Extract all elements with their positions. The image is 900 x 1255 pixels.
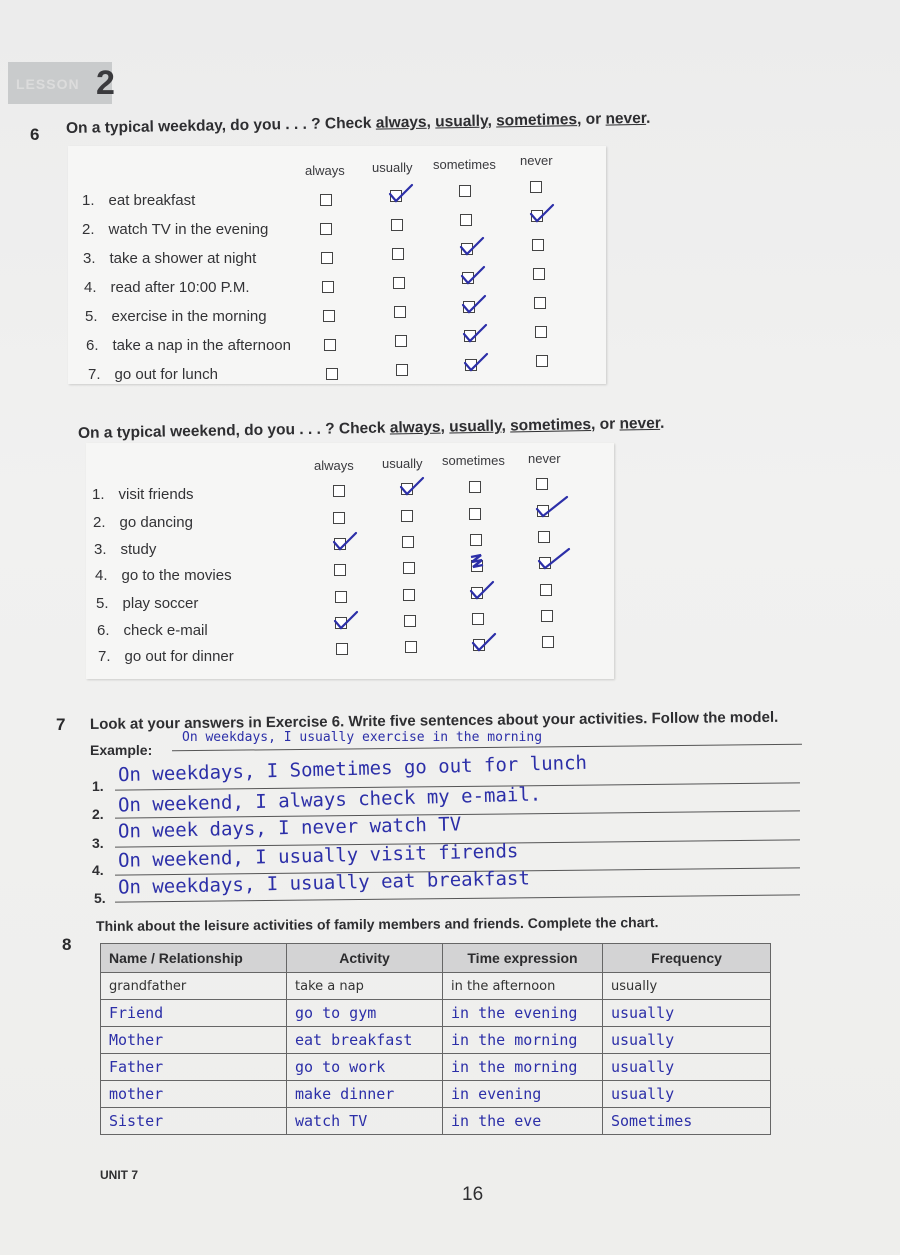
- checkbox[interactable]: [404, 615, 416, 627]
- cell-name: Mother: [101, 1027, 287, 1054]
- checkbox[interactable]: [333, 512, 345, 524]
- checkbox[interactable]: [535, 326, 547, 338]
- lesson-tab: [8, 62, 116, 104]
- weekday-item: 5. exercise in the morning: [85, 308, 267, 325]
- checkbox[interactable]: [534, 297, 546, 309]
- exercise-7-heading: Look at your answers in Exercise 6. Write five sentences about your activities. Follow the model.: [89, 708, 779, 733]
- checkbox[interactable]: [402, 536, 414, 548]
- family-activities-chart: [100, 943, 771, 1135]
- checkbox[interactable]: [323, 310, 335, 322]
- cell-name: Friend: [101, 1000, 287, 1027]
- cell-activity: make dinner: [287, 1081, 443, 1108]
- weekend-col-never: never: [528, 451, 561, 466]
- cell-activity: go to gym: [287, 1000, 443, 1027]
- handwritten-check-icon: [535, 499, 561, 519]
- checkbox[interactable]: [401, 510, 413, 522]
- checkbox[interactable]: [322, 281, 334, 293]
- checkbox[interactable]: [326, 368, 338, 380]
- weekday-col-sometimes: sometimes: [433, 157, 496, 172]
- weekday-heading: On a typical weekday, do you . . . ? Check always, usually, sometimes, or never.: [65, 109, 651, 137]
- weekday-item: 6. take a nap in the afternoon: [86, 337, 291, 354]
- checkbox[interactable]: [459, 185, 471, 197]
- handwritten-check-icon: [388, 184, 414, 204]
- header-time: Time expression: [443, 944, 603, 973]
- cell-frequency: usually: [603, 1081, 771, 1108]
- cell-name: grandfather: [101, 973, 287, 1000]
- sentence-answer: On weekend, I always check my e-mail.: [117, 783, 542, 817]
- checkbox[interactable]: [460, 214, 472, 226]
- weekday-item: 7. go out for lunch: [88, 366, 218, 383]
- handwritten-check-icon: [333, 611, 359, 631]
- handwritten-check-icon: [463, 353, 489, 373]
- table-row: [101, 1054, 771, 1081]
- lesson-label: LESSON: [16, 76, 80, 92]
- handwritten-check-icon: [471, 633, 497, 653]
- sentence-number: 4.: [92, 862, 104, 878]
- sentence-number: 5.: [94, 890, 106, 906]
- exercise-8-heading: Think about the leisure activities of family members and friends. Complete the chart.: [95, 914, 659, 934]
- weekday-item: 2. watch TV in the evening: [82, 221, 269, 238]
- chart-header-row: [101, 944, 771, 973]
- weekend-item: 2. go dancing: [93, 514, 193, 531]
- weekend-item: 5. play soccer: [96, 595, 199, 612]
- weekend-heading: On a typical weekend, do you . . . ? Check always, usually, sometimes, or never.: [77, 414, 665, 442]
- lesson-number: 2: [96, 64, 116, 102]
- header-activity: Activity: [287, 944, 443, 973]
- checkbox[interactable]: [393, 277, 405, 289]
- scribble-icon: [469, 553, 495, 573]
- cell-name: Father: [101, 1054, 287, 1081]
- handwritten-check-icon: [462, 324, 488, 344]
- checkbox[interactable]: [392, 248, 404, 260]
- checkbox[interactable]: [542, 636, 554, 648]
- cell-name: mother: [101, 1081, 287, 1108]
- table-row: [101, 1000, 771, 1027]
- cell-frequency: usually: [603, 1000, 771, 1027]
- checkbox[interactable]: [536, 478, 548, 490]
- sentence-number: 2.: [92, 806, 104, 822]
- cell-frequency: Sometimes: [603, 1108, 771, 1135]
- checkbox[interactable]: [321, 252, 333, 264]
- checkbox[interactable]: [472, 613, 484, 625]
- cell-activity: go to work: [287, 1054, 443, 1081]
- handwritten-check-icon: [529, 204, 555, 224]
- handwritten-check-icon: [459, 237, 485, 257]
- example-answer: On weekdays, I usually exercise in the morning: [182, 730, 543, 745]
- checkbox[interactable]: [469, 508, 481, 520]
- handwritten-check-icon: [461, 295, 487, 315]
- checkbox[interactable]: [335, 591, 347, 603]
- handwritten-check-icon: [469, 581, 495, 601]
- weekend-col-always: always: [314, 458, 354, 473]
- checkbox[interactable]: [324, 339, 336, 351]
- weekend-item: 1. visit friends: [92, 486, 194, 503]
- cell-activity: eat breakfast: [287, 1027, 443, 1054]
- cell-frequency: usually: [603, 1054, 771, 1081]
- weekday-col-never: never: [520, 153, 553, 168]
- exercise-7-number: 7: [56, 715, 66, 734]
- weekend-item: 7. go out for dinner: [98, 648, 234, 665]
- checkbox[interactable]: [536, 355, 548, 367]
- exercise-6-number: 6: [30, 125, 40, 144]
- weekend-item: 6. check e-mail: [97, 622, 208, 639]
- cell-frequency: usually: [603, 1027, 771, 1054]
- checkbox[interactable]: [533, 268, 545, 280]
- table-row: [101, 1027, 771, 1054]
- cell-name: Sister: [101, 1108, 287, 1135]
- weekday-item: 1. eat breakfast: [82, 192, 196, 209]
- checkbox[interactable]: [530, 181, 542, 193]
- weekday-item: 3. take a shower at night: [83, 250, 257, 267]
- checkbox[interactable]: [538, 531, 550, 543]
- checkbox[interactable]: [403, 562, 415, 574]
- cell-time: in the evening: [443, 1000, 603, 1027]
- sentence-answer: On weekdays, I Sometimes go out for lunch: [117, 751, 588, 787]
- exercise-8-number: 8: [62, 935, 72, 954]
- weekend-item: 3. study: [94, 541, 157, 558]
- sentence-answer: On weekend, I usually visit firends: [117, 840, 519, 872]
- unit-label: UNIT 7: [100, 1168, 139, 1182]
- sentence-answer: On weekdays, I usually eat breakfast: [117, 867, 531, 899]
- cell-time: in the morning: [443, 1054, 603, 1081]
- cell-time: in the eve: [443, 1108, 603, 1135]
- checkbox[interactable]: [532, 239, 544, 251]
- checkbox[interactable]: [320, 223, 332, 235]
- weekend-col-sometimes: sometimes: [442, 453, 505, 468]
- cell-time: in the afternoon: [443, 973, 603, 1000]
- weekend-checklist-panel: [86, 443, 614, 679]
- checkbox[interactable]: [405, 641, 417, 653]
- checkbox[interactable]: [333, 485, 345, 497]
- weekday-col-usually: usually: [372, 160, 413, 175]
- weekend-item: 4. go to the movies: [95, 567, 232, 584]
- checkbox[interactable]: [540, 584, 552, 596]
- example-label: Example:: [90, 742, 153, 758]
- table-row: [101, 973, 771, 1000]
- weekday-item: 4. read after 10:00 P.M.: [84, 279, 250, 296]
- page-number: 16: [462, 1184, 484, 1205]
- cell-time: in evening: [443, 1081, 603, 1108]
- table-row: [101, 1108, 771, 1135]
- sentence-number: 3.: [92, 835, 104, 851]
- weekend-col-usually: usually: [382, 456, 423, 471]
- cell-frequency: usually: [603, 973, 771, 1000]
- table-row: [101, 1081, 771, 1108]
- cell-activity: watch TV: [287, 1108, 443, 1135]
- checkbox[interactable]: [391, 219, 403, 231]
- handwritten-check-icon: [399, 477, 425, 497]
- checkbox[interactable]: [395, 335, 407, 347]
- checkbox[interactable]: [469, 481, 481, 493]
- checkbox[interactable]: [403, 589, 415, 601]
- header-frequency: Frequency: [603, 944, 771, 973]
- weekday-col-always: always: [305, 163, 345, 178]
- sentence-number: 1.: [92, 778, 104, 794]
- checkbox[interactable]: [396, 364, 408, 376]
- cell-activity: take a nap: [287, 973, 443, 1000]
- handwritten-check-icon: [460, 266, 486, 286]
- checkbox[interactable]: [336, 643, 348, 655]
- checkbox[interactable]: [470, 534, 482, 546]
- sentence-answer: On week days, I never watch TV: [117, 813, 462, 843]
- cell-time: in the morning: [443, 1027, 603, 1054]
- handwritten-check-icon: [332, 532, 358, 552]
- checkbox[interactable]: [334, 564, 346, 576]
- checkbox[interactable]: [320, 194, 332, 206]
- checkbox[interactable]: [541, 610, 553, 622]
- handwritten-check-icon: [537, 551, 563, 571]
- checkbox[interactable]: [394, 306, 406, 318]
- header-name: Name / Relationship: [101, 944, 287, 973]
